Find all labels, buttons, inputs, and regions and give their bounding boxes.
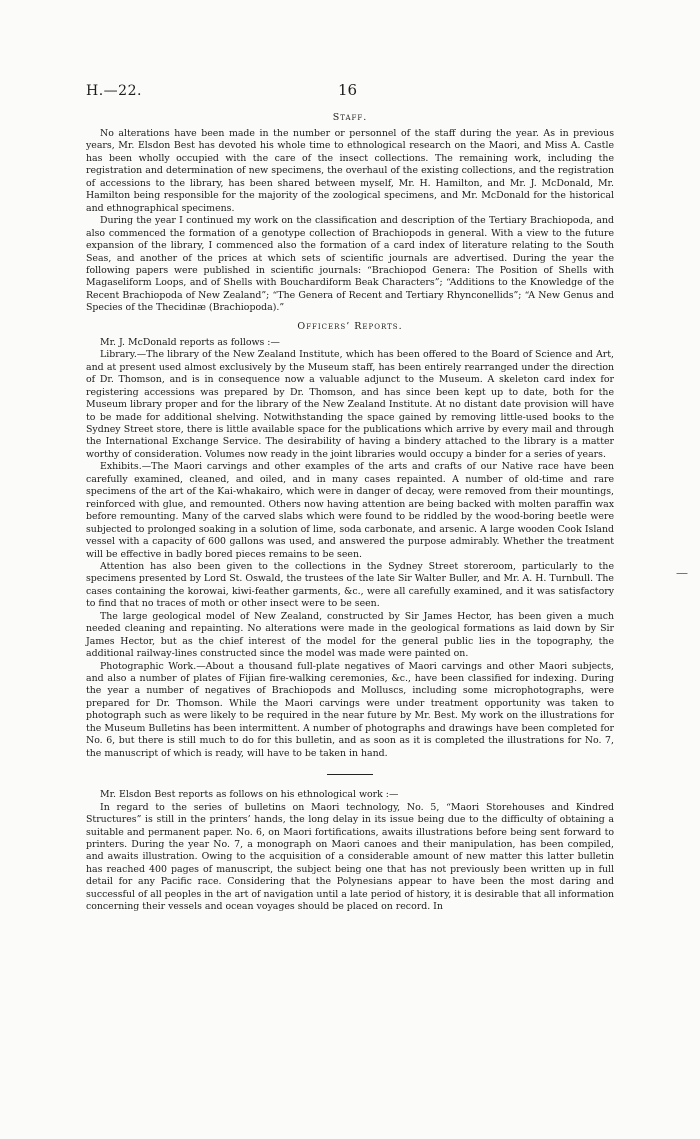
section-divider [327,774,373,775]
section-heading-staff: Staff. [332,112,368,123]
paragraph-library: Library.—The library of the New Zealand Institute, which has been offered to the Board of Science and Art, and at present used almost exclusively by the Museum staff, has been entirely rearranged under the direction of Dr. Thomson, and is in consequence now a valuable adjunct to the Museum. A skeleton card index for registering accessions was prepared by Dr. Thomson, and has since been kept up to date, both for the Museum library proper and for the library of the New Zealand Institute. At no distant date provision will have to be made for additional shelving. Notwithstanding the space gained by removing little-used books to the Sydney Street store, there is little available space for the publications which arrive by every mail and through the International Exchange Service. The desirability of having a bindery attached to the library is a matter worthy of consideration. Volumes now ready in the joint libraries would occupy a binder for a series of years. [86,349,614,460]
paragraph: Attention has also been given to the collections in the Sydney Street storeroom, particularly to the specimens presented by Lord St. Oswald, the trustees of the late Sir Walter Buller, and Mr. A. H. Turnbull. The cases containing the korowai, kiwi-feather garments, &c., were all carefully examined, and it was satisfactory to find that no traces of moth or other insect were to be seen. [86,560,614,610]
section-heading-officers-reports: Officers’ Reports. [297,320,403,332]
paragraph: The large geological model of New Zealand, constructed by Sir James Hector, has been given a much needed cleaning and repainting. No alterations were made in the geological formations as laid down by Sir James Hector, but as the chief interest of the model for the general public lies in the topography, the additional railway-lines constructed since the model was made were painted on. [86,610,614,660]
paragraph-photographic-work: Photographic Work.—About a thousand full-plate negatives of Maori carvings and other Maori subjects, and also a number of plates of Fijian fire-walking ceremonies, &c., have been classified for indexing. During the year a number of negatives of Brachiopods and Molluscs, including some microphotographs, were prepared for Dr. Thomson. While the Maori carvings were under treatment opportunity was taken to photograph such as were likely to be required in the near future by Mr. Best. My work on the illustrations for the Museum Bulletins has been intermittent. A number of photographs and drawings have been completed for No. 6, but there is still much to do for this bulletin, and as soon as it is completed the illustrations for No. 7, the manuscript of which is ready, will have to be taken in hand. [86,660,614,759]
paragraph: No alterations have been made in the number or personnel of the staff during the year. As in previous years, Mr. Elsdon Best has devoted his whole time to ethnological research on the Maori, and Miss A. Castle has been wholly occupied with the care of the insect collections. The remaining work, including the registration and determination of new specimens, the overhaul of the existing collections, and the registration of accessions to the library, has been shared between myself, Mr. H. Hamilton, and Mr. J. McDonald, Mr. Hamilton being responsible for the majority of the zoological specimens, and Mr. McDonald for the historical and ethnographical specimens. [86,128,614,214]
paragraph: Mr. J. McDonald reports as follows :— [100,336,280,348]
paragraph: During the year I continued my work on the classification and description of the Tertiary Brachiopoda, and also commenced the formation of a genotype collection of Brachiopods in general. With a view to the future expansion of the library, I commenced also the formation of a card index of literature relating to the South Seas, and another of the prices at which sets of scientific journals are advertised. During the year the following papers were published in scientific journals: “Brachiopod Genera: The Position of Shells with Magaseliform Loops, and of Shells with Bouchardiform Beak Characters”; “Additions to the Knowledge of the Recent Brachiopoda of New Zealand”; “The Genera of Recent and Tertiary Rhynconellids”; “A New Genus and Species of the Thecidinæ (Brachiopoda).” [86,215,614,314]
margin-mark: — [676,566,688,580]
page-body [86,110,614,914]
paragraph: In regard to the series of bulletins on Maori technology, No. 5, “Maori Storehouses and Kindred Structures” is still in the printers’ hands, the long delay in its issue being due to the difficulty of obtaining a suitable and permanent paper. No. 6, on Maori fortifications, awaits illustrations before being sent forward to printers. During the year No. 7, a monograph on Maori canoes and their manipulation, has been compiled, and awaits illustration. Owing to the acquisition of a considerable amount of new matter this latter bulletin has reached 400 pages of manuscript, the subject being one that has not previously been written up in full detail for any Pacific race. Considering that the Polynesians appear to have been the most daring and successful of all peoples in the art of navigation until a late period of history, it is desirable that all information concerning their vessels and ocean voyages should be placed on record. In [86,801,614,913]
paragraph-exhibits: Exhibits.—The Maori carvings and other examples of the arts and crafts of our Native race have been carefully examined, cleaned, and oiled, and in many cases repainted. A number of old-time and rare specimens of the art of the Kai-whakairo, which were in danger of decay, were removed from their mountings, reinforced with glue, and remounted. Others now having attention are being backed with molten paraffin wax before remounting. Many of the carved slabs which were found to be riddled by the wood-boring beetle were subjected to prolonged soaking in a solution of lime, soda carbonate, and arsenic. A large wooden Cook Island vessel with a capacity of 600 gallons was used, and answered the purpose admirably. Whether the treatment will be effective in badly bored pieces remains to be seen. [86,461,614,560]
page-number: 16 [338,81,358,99]
report-reference: H.—22. [86,83,142,99]
paragraph: Mr. Elsdon Best reports as follows on his ethnological work :— [100,789,399,801]
